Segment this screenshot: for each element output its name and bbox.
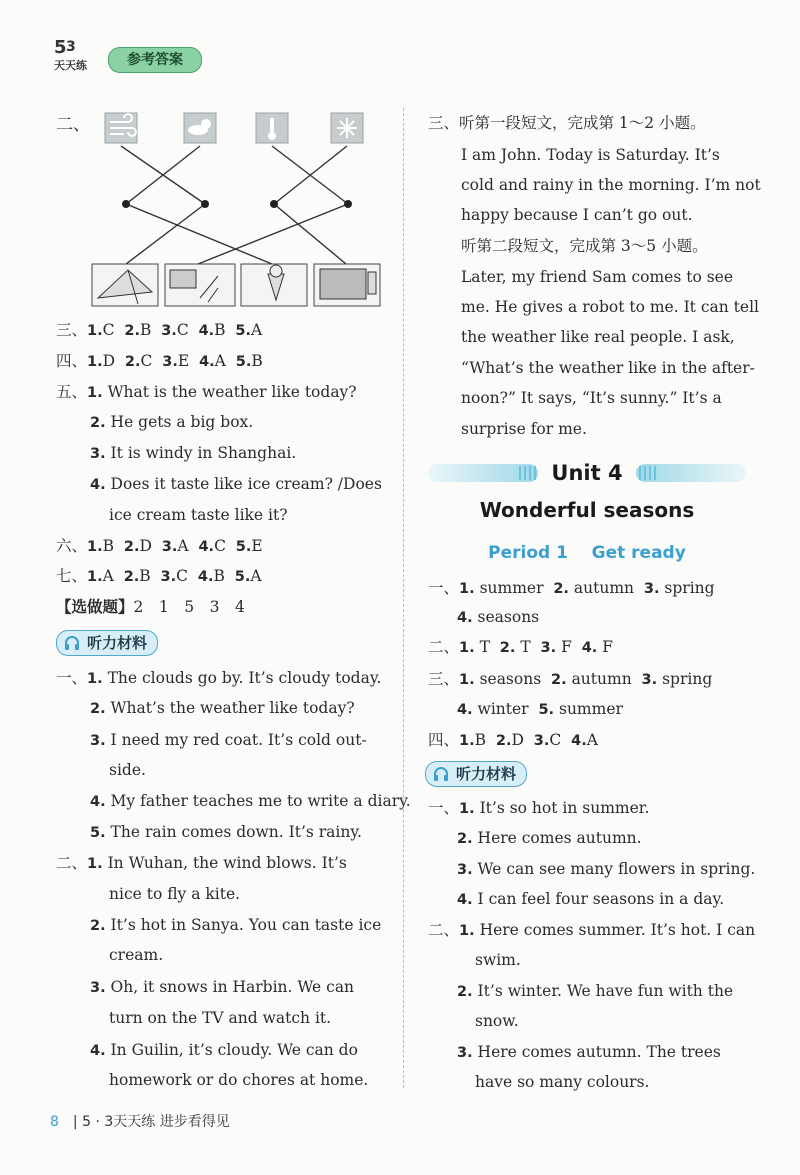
- section-3-instruction-1: 三、听第一段短文，完成第 1～2 小题。: [428, 114, 706, 132]
- r-listening-1-q1: 一、1. It’s so hot in summer.: [428, 799, 650, 817]
- kite-picture: [92, 264, 158, 306]
- headphones-icon: [64, 634, 80, 658]
- listening-2-q2: 2. It’s hot in Sanya. You can taste ice: [90, 916, 382, 934]
- r-listening-2-q1: 二、1. Here comes summer. It’s hot. I can: [428, 921, 756, 939]
- r-listening-1-q3: 3. We can see many flowers in spring.: [457, 860, 756, 878]
- listening-2-q4-cont: homework or do chores at home.: [109, 1071, 369, 1089]
- passage-1-line-2: cold and rainy in the morning. I’m not: [461, 176, 761, 194]
- svg-text:天天练: 天天练: [54, 59, 87, 72]
- listening-1-q3: 3. I need my red coat. It’s cold out-: [90, 731, 367, 749]
- section-5-q4: 4. Does it taste like ice cream? /Does: [90, 475, 382, 493]
- r-listening-2-q1-cont: swim.: [475, 951, 521, 969]
- optional-question: 【选做题】2 1 5 3 4: [56, 597, 245, 616]
- section-label: 四、: [56, 352, 88, 370]
- listening-1-q1: 一、1. The clouds go by. It’s cloudy today.: [56, 669, 382, 687]
- r-listening-2-q3-cont: have so many colours.: [475, 1073, 650, 1091]
- r-listening-2-q2: 2. It’s winter. We have fun with the: [457, 982, 734, 1000]
- page-number: 8: [50, 1114, 59, 1130]
- section-3-instruction-2: 听第二段短文，完成第 3～5 小题。: [461, 237, 708, 255]
- passage-1-line-1: I am John. Today is Saturday. It’s: [461, 146, 720, 164]
- r-listening-1-q2: 2. Here comes autumn.: [457, 829, 642, 847]
- svg-text:3: 3: [66, 39, 76, 55]
- tv-picture: [314, 264, 380, 306]
- page-footer: [50, 1111, 230, 1131]
- r-listening-2-q2-cont: snow.: [475, 1012, 519, 1030]
- listening-2-q1: 二、1. In Wuhan, the wind blows. It’s: [56, 854, 347, 872]
- answer-3-line-2: 4. winter 5. summer: [457, 700, 623, 718]
- section-5-q2: 2. He gets a big box.: [90, 413, 254, 431]
- passage-2-line-4: “What’s the weather like in the after-: [461, 359, 755, 377]
- section-6-answers: 六、1.B 2.D 3.A 4.C 5.E: [56, 537, 263, 555]
- r-listening-2-q3: 3. Here comes autumn. The trees: [457, 1043, 721, 1061]
- brand-logo: [52, 35, 102, 75]
- passage-2-line-1: Later, my friend Sam comes to see: [461, 268, 734, 286]
- listening-1-q2: 2. What’s the weather like today?: [90, 699, 355, 717]
- thermometer-icon: [256, 113, 288, 143]
- listening-1-q4: 4. My father teaches me to write a diary.: [90, 792, 411, 810]
- matching-dots: [122, 200, 352, 208]
- passage-1-line-3: happy because I can’t go out.: [461, 206, 693, 224]
- passage-2-line-2: me. He gives a robot to me. It can tell: [461, 298, 759, 316]
- svg-text:5: 5: [54, 37, 67, 58]
- matching-diagram: [88, 108, 388, 312]
- r-listening-1-q4: 4. I can feel four seasons in a day.: [457, 890, 725, 908]
- section-5-q3: 3. It is windy in Shanghai.: [90, 444, 297, 462]
- section-5-q4-cont: ice cream taste like it?: [109, 506, 288, 524]
- footer-brand: | 5 · 3天天练 进步看得见: [72, 1114, 230, 1130]
- passage-2-line-3: the weather like real people. I ask,: [461, 328, 735, 346]
- answer-2: 二、1. T 2. T 3. F 4. F: [428, 638, 613, 656]
- unit-number: Unit 4: [551, 461, 623, 485]
- listening-1-q5: 5. The rain comes down. It’s rainy.: [90, 823, 362, 841]
- section-2-label: 二、: [56, 115, 90, 135]
- listening-2-q3: 3. Oh, it snows in Harbin. We can: [90, 978, 355, 996]
- ice-cream-picture: [241, 264, 307, 306]
- section-5-q1: 五、1. What is the weather like today?: [56, 383, 357, 401]
- snowflake-icon: [331, 113, 363, 143]
- listening-2-q4: 4. In Guilin, it’s cloudy. We can do: [90, 1041, 358, 1059]
- answer-key-badge: 参考答案: [108, 47, 202, 73]
- section-4-answers: 四、1.D 2.C 3.E 4.A 5.B: [56, 352, 263, 370]
- listening-2-q1-cont: nice to fly a kite.: [109, 885, 241, 903]
- cloudy-sunny-icon: [184, 113, 216, 143]
- answer-1-line-2: 4. seasons: [457, 608, 540, 626]
- answer-3-line-1: 三、1. seasons 2. autumn 3. spring: [428, 670, 713, 688]
- answer-1-line-1: 一、1. summer 2. autumn 3. spring: [428, 579, 715, 597]
- matching-lines: [121, 146, 348, 264]
- column-divider: [403, 108, 404, 1088]
- passage-2-line-5: noon?” It says, “It’s sunny.” It’s a: [461, 389, 722, 407]
- headphones-icon: [433, 765, 449, 789]
- section-7-answers: 七、1.A 2.B 3.C 4.B 5.A: [56, 567, 262, 585]
- tv-watching-picture: [165, 264, 235, 306]
- listening-2-q3-cont: turn on the TV and watch it.: [109, 1009, 332, 1027]
- unit-title: Wonderful seasons: [479, 498, 695, 522]
- section-label: 三、: [56, 321, 88, 339]
- listening-2-q2-cont: cream.: [109, 946, 164, 964]
- period-title: Period 1 Get ready: [488, 543, 686, 563]
- listening-1-q3-cont: side.: [109, 761, 146, 779]
- listening-material-tag-right: 听力材料: [425, 761, 527, 787]
- answer-4: 四、1.B 2.D 3.C 4.A: [428, 731, 598, 749]
- section-3-answers: 三、1.C 2.B 3.C 4.B 5.A: [56, 321, 263, 339]
- wind-icon: [105, 113, 137, 143]
- passage-2-line-6: surprise for me.: [461, 420, 587, 438]
- listening-material-tag: 听力材料: [56, 630, 158, 656]
